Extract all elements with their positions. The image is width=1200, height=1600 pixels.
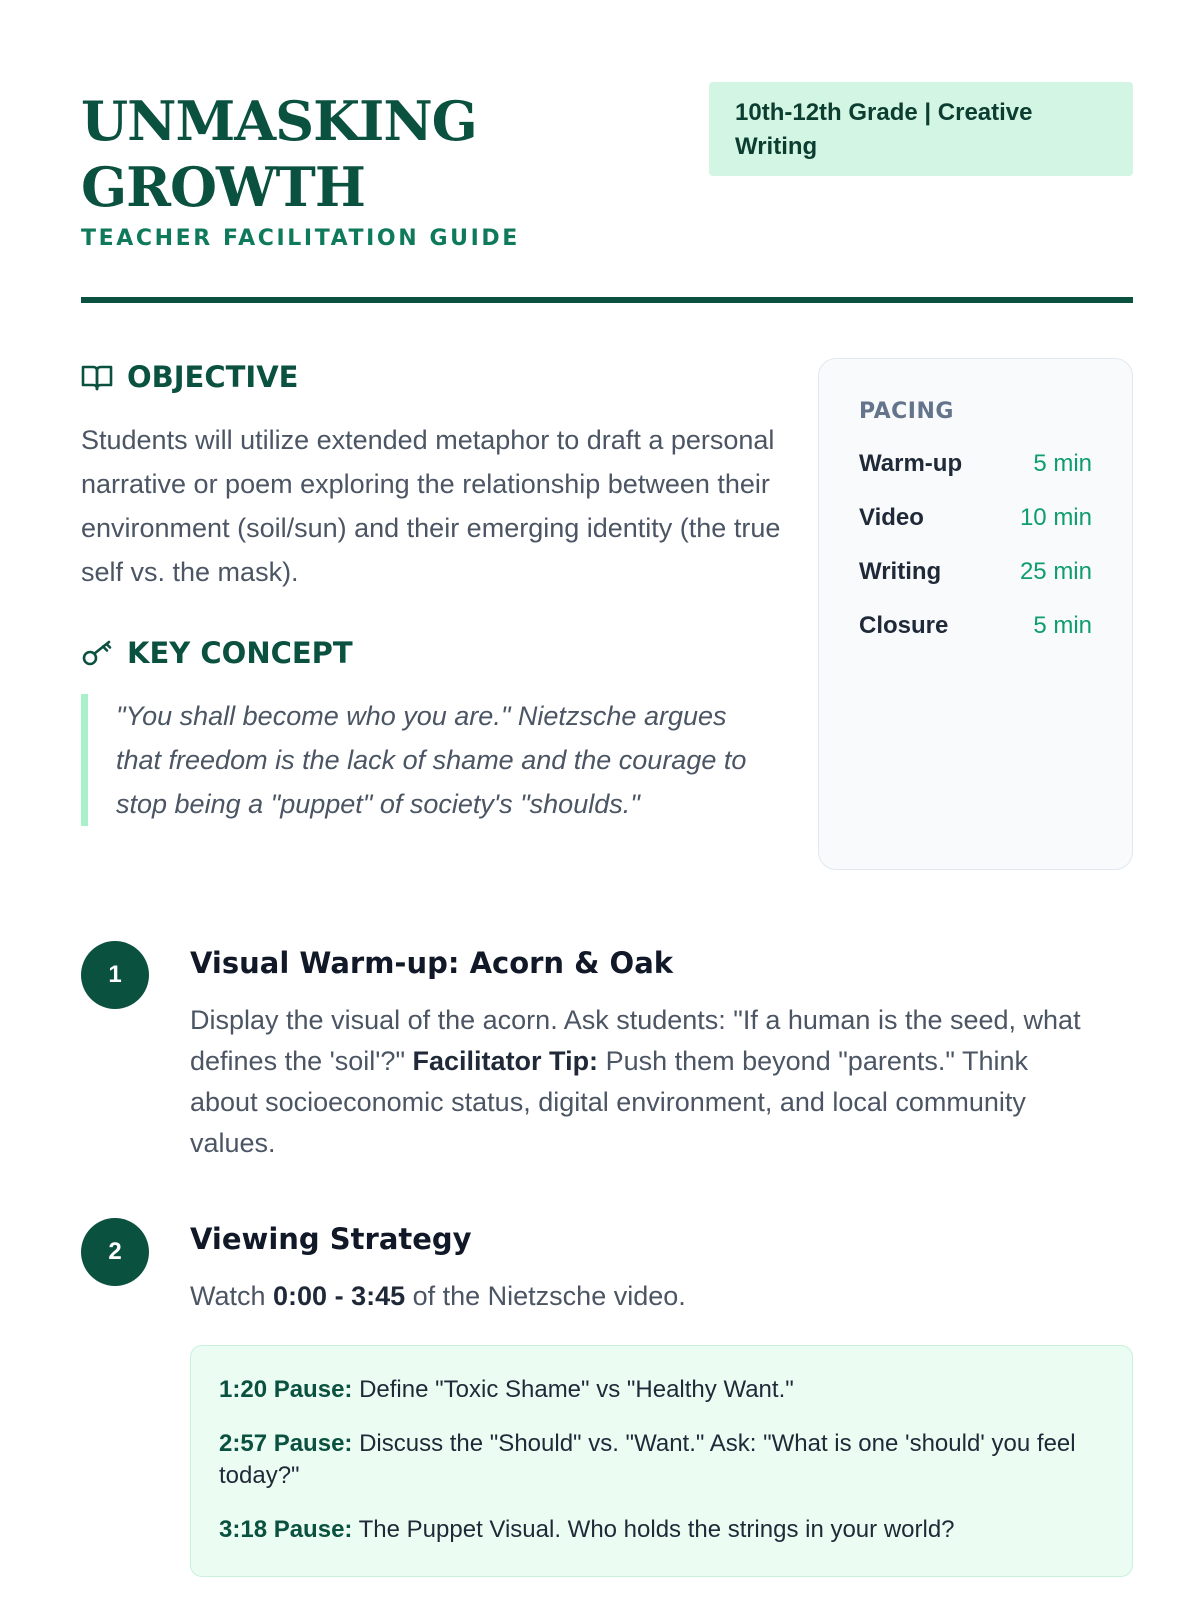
pause-time: 1:20 Pause: xyxy=(219,1376,353,1403)
step-number-badge: 1 xyxy=(81,941,149,1009)
header-divider xyxy=(81,297,1133,303)
page-header xyxy=(81,88,1133,306)
step-title: Viewing Strategy xyxy=(190,1222,472,1256)
pacing-card xyxy=(818,358,1133,870)
page-subtitle: TEACHER FACILITATION GUIDE xyxy=(81,226,520,251)
title-line-1: UNMASKING xyxy=(81,89,477,153)
step-body-text: Push them beyond "parents." Think about socioeconomic status, digital environment, and local community values. xyxy=(190,1046,1028,1158)
key-concept-heading xyxy=(81,636,353,670)
title-line-2: GROWTH xyxy=(81,155,365,219)
objective-text: Students will utilize extended metaphor to draft a personal narrative or poem exploring the relationship between their environment (soil/sun) and their emerging identity (the true self vs. the mask). xyxy=(81,425,781,587)
pause-item xyxy=(219,1374,1104,1406)
pacing-label: Writing xyxy=(859,558,942,585)
key-concept-quote: "You shall become who you are." Nietzsche argues that freedom is the lack of shame and the courage to stop being a "puppet" of society's "shoulds." xyxy=(81,694,771,826)
step-number-badge: 2 xyxy=(81,1218,149,1286)
step-title: Visual Warm-up: Acorn & Oak xyxy=(190,946,674,980)
pacing-row xyxy=(859,504,1092,532)
pause-text: The Puppet Visual. Who holds the strings in your world? xyxy=(352,1516,955,1543)
grade-badge: 10th-12th Grade | Creative Writing xyxy=(709,82,1133,176)
pacing-label: Closure xyxy=(859,612,949,639)
pause-time: 3:18 Pause: xyxy=(219,1516,353,1543)
pause-item xyxy=(219,1428,1104,1492)
objective-heading-label: OBJECTIVE xyxy=(127,360,299,394)
key-icon xyxy=(81,639,113,667)
key-concept-heading-label: KEY CONCEPT xyxy=(127,636,353,670)
step-body xyxy=(190,1000,1090,1164)
video-time-range: 0:00 - 3:45 xyxy=(273,1281,406,1311)
step-body xyxy=(190,1276,1090,1317)
step-body-text: of the Nietzsche video. xyxy=(405,1281,686,1311)
pacing-label: Video xyxy=(859,504,924,531)
step-body-text: Display the visual of the acorn. Ask students: "If a human is the seed, what defines the 'soil'?" xyxy=(190,1005,1081,1076)
pacing-row xyxy=(859,558,1092,586)
pacing-title: PACING xyxy=(859,399,954,424)
pause-time: 2:57 Pause: xyxy=(219,1430,353,1457)
pacing-value: 5 min xyxy=(1033,450,1092,477)
pause-text: Define "Toxic Shame" vs "Healthy Want." xyxy=(352,1376,794,1403)
open-book-icon xyxy=(81,363,113,391)
objective-heading xyxy=(81,360,298,394)
pause-points-box xyxy=(190,1345,1133,1577)
pacing-value: 5 min xyxy=(1033,612,1092,639)
pacing-value: 10 min xyxy=(1019,504,1092,531)
pause-text: Discuss the "Should" vs. "Want." Ask: "What is one 'should' you feel today?" xyxy=(219,1430,1076,1489)
step-body-text: Watch xyxy=(190,1281,274,1311)
pacing-label: Warm-up xyxy=(859,450,963,477)
pause-item xyxy=(219,1514,1104,1546)
facilitator-tip-label: Facilitator Tip: xyxy=(412,1046,599,1076)
pacing-row xyxy=(859,450,1092,478)
pacing-row xyxy=(859,612,1092,640)
pacing-value: 25 min xyxy=(1019,558,1092,585)
